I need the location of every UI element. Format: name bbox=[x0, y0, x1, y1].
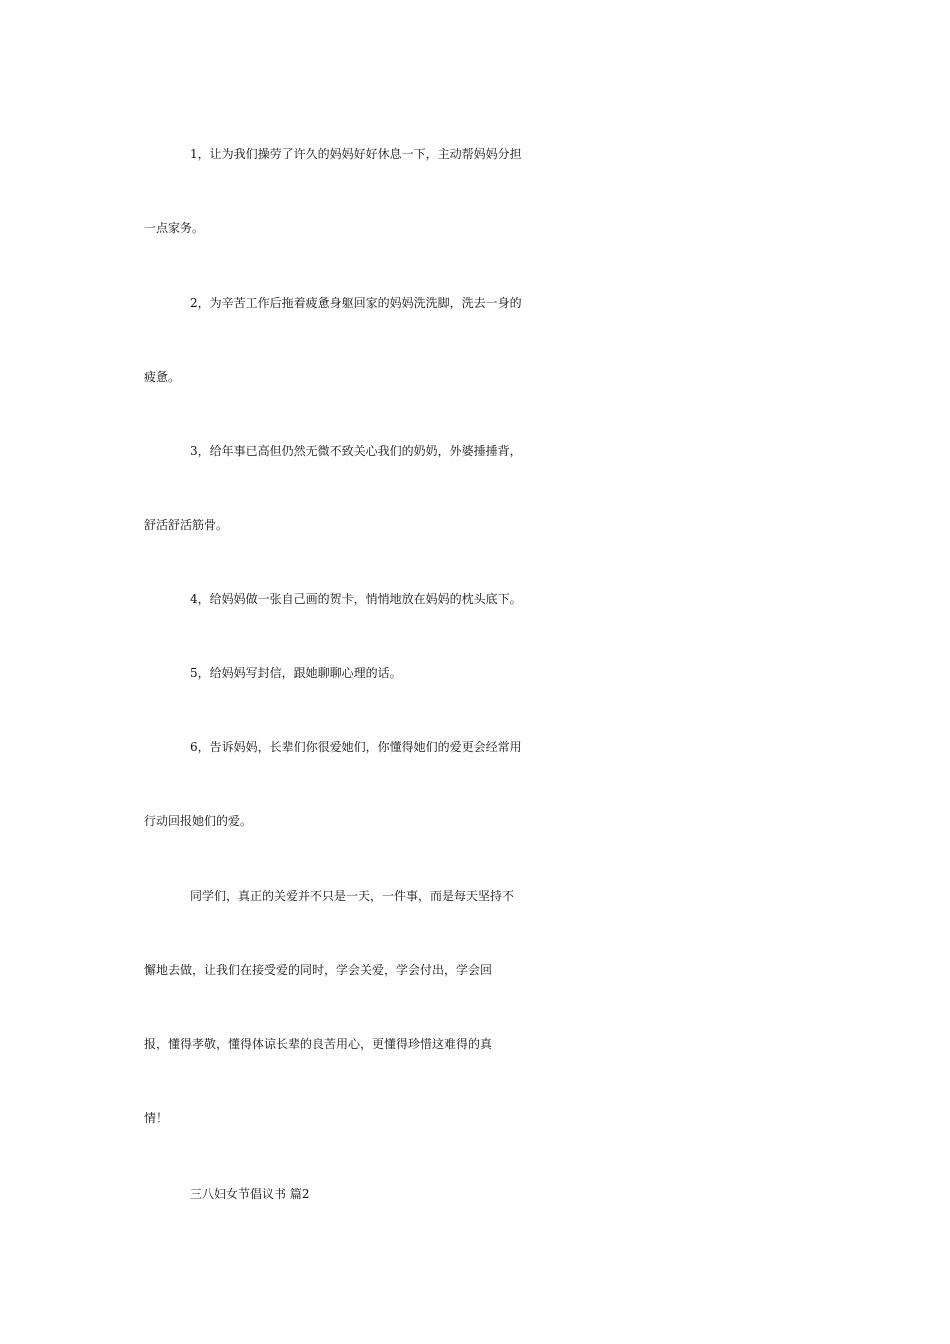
paragraph-line: 3，给年事已高但仍然无微不致关心我们的奶奶，外婆捶捶背， bbox=[190, 444, 522, 458]
paragraph-3 bbox=[0, 414, 950, 562]
paragraph-line: 报，懂得孝敬，懂得体谅长辈的良苦用心，更懂得珍惜这难得的真 bbox=[144, 1037, 493, 1051]
paragraph-1 bbox=[0, 117, 950, 265]
paragraph-line: 5，给妈妈写封信，跟她聊聊心理的话。 bbox=[190, 666, 402, 680]
paragraph-line: 1，让为我们操劳了许久的妈妈好好休息一下，主动帮妈妈分担 bbox=[190, 147, 522, 161]
paragraph-line: 2，为辛苦工作后拖着疲惫身躯回家的妈妈洗洗脚，洗去一身的 bbox=[190, 296, 522, 310]
paragraph-2 bbox=[0, 266, 950, 414]
paragraph-6 bbox=[0, 710, 950, 858]
paragraph-line: 舒活舒活筋骨。 bbox=[144, 518, 229, 532]
paragraph-line: 一点家务。 bbox=[144, 221, 205, 235]
paragraph-line: 6，告诉妈妈，长辈们你很爱她们，你懂得她们的爱更会经常用 bbox=[190, 740, 522, 754]
paragraph-line: 疲惫。 bbox=[144, 370, 181, 384]
paragraph-line: 懈地去做，让我们在接受爱的同时，学会关爱，学会付出，学会回 bbox=[144, 963, 493, 977]
paragraph-5 bbox=[0, 636, 950, 710]
paragraph-7 bbox=[0, 859, 950, 1155]
paragraph-line: 情！ bbox=[144, 1111, 169, 1125]
paragraph-line: 4，给妈妈做一张自己画的贺卡，悄悄地放在妈妈的枕头底下。 bbox=[190, 592, 522, 606]
paragraph-line: 同学们，真正的关爱并不只是一天，一件事，而是每天坚持不 bbox=[190, 889, 515, 903]
section-heading-text: 三八妇女节倡议书 篇2 bbox=[190, 1187, 310, 1201]
section-heading bbox=[0, 1157, 950, 1231]
paragraph-4 bbox=[0, 562, 950, 636]
paragraph-line: 行动回报她们的爱。 bbox=[144, 814, 253, 828]
